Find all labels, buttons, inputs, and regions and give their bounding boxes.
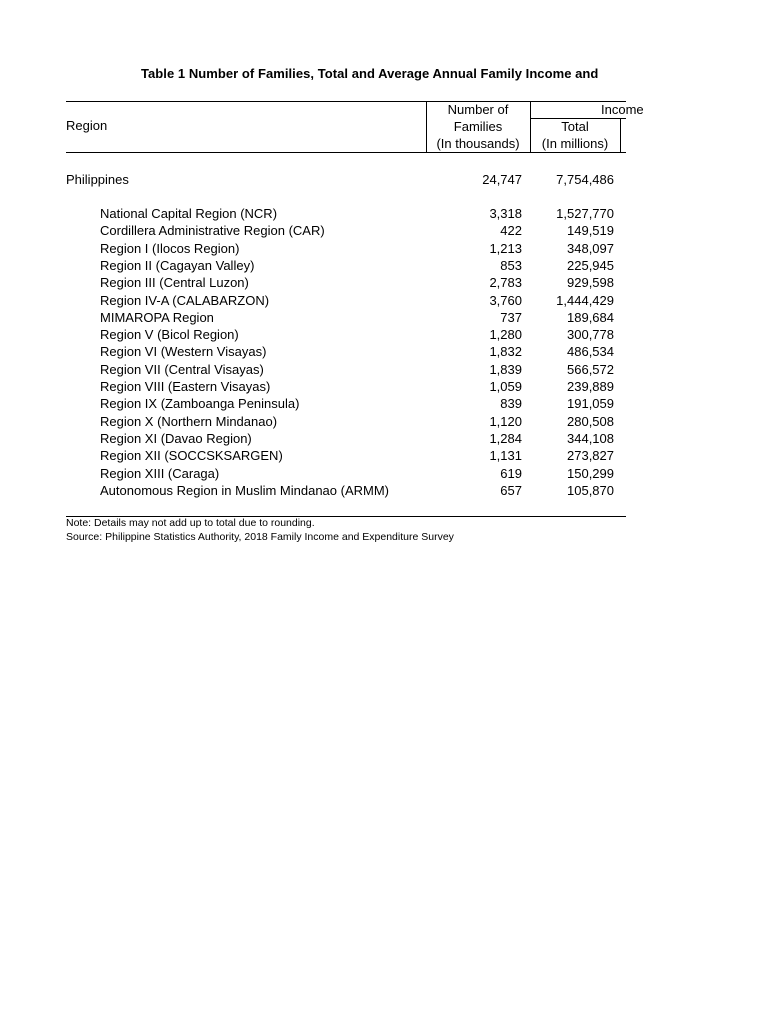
table-note: Note: Details may not add up to total due to rounding. — [66, 517, 315, 529]
row-families-value: 737 — [500, 309, 522, 325]
table-row — [0, 222, 620, 239]
row-total-income-value: 149,519 — [567, 223, 614, 239]
table-row — [0, 395, 620, 412]
row-total-income-value: 150,299 — [567, 465, 614, 481]
row-region-name: Region VII (Central Visayas) — [100, 361, 264, 377]
total-column-header — [530, 118, 620, 152]
row-total-income-value: 344,108 — [567, 430, 614, 446]
header-bottom-rule — [66, 152, 626, 153]
table-row — [0, 257, 620, 274]
table-row — [0, 361, 620, 378]
table-row-philippines — [0, 171, 620, 188]
row-total-income-value: 7,754,486 — [556, 172, 614, 187]
table-row — [0, 430, 620, 447]
table-row — [0, 309, 620, 326]
row-total-income-value: 348,097 — [567, 240, 614, 256]
row-total-income-value: 273,827 — [567, 448, 614, 464]
table-row — [0, 343, 620, 360]
row-families-value: 619 — [500, 465, 522, 481]
row-total-income-value: 566,572 — [567, 361, 614, 377]
row-region-name: Region II (Cagayan Valley) — [100, 257, 255, 273]
row-families-value: 1,832 — [489, 344, 522, 360]
row-region-name: Region VIII (Eastern Visayas) — [100, 379, 271, 394]
table-row — [0, 292, 620, 309]
row-families-value: 853 — [500, 257, 522, 273]
table-row — [0, 378, 620, 395]
row-families-value: 1,131 — [489, 448, 522, 464]
row-total-income-value: 1,527,770 — [556, 206, 614, 221]
row-region-name: Region VI (Western Visayas) — [100, 344, 267, 360]
row-families-value: 2,783 — [489, 275, 522, 291]
row-region-name: Region I (Ilocos Region) — [100, 240, 240, 256]
row-families-value: 1,284 — [489, 430, 522, 446]
row-region-name: Region III (Central Luzon) — [100, 275, 249, 291]
row-total-income-value: 300,778 — [567, 327, 614, 343]
row-families-value: 24,747 — [482, 172, 522, 187]
row-families-value: 839 — [500, 396, 522, 412]
header-top-rule — [66, 101, 626, 102]
table-row — [0, 447, 620, 464]
row-total-income-value: 1,444,429 — [556, 292, 614, 308]
row-total-income-value: 225,945 — [567, 257, 614, 273]
total-header-line1: Total — [561, 119, 589, 134]
row-total-income-value: 239,889 — [567, 379, 614, 394]
row-total-income-value: 189,684 — [567, 309, 614, 325]
row-region-name: Cordillera Administrative Region (CAR) — [100, 223, 325, 239]
row-region-name: Philippines — [66, 172, 129, 187]
table-title: Table 1 Number of Families, Total and Average Annual Family Income and — [141, 66, 599, 81]
table-row — [0, 274, 620, 291]
table-row — [0, 413, 620, 430]
row-total-income-value: 105,870 — [567, 482, 614, 498]
table-source: Source: Philippine Statistics Authority, 2018 Family Income and Expenditure Survey — [66, 531, 454, 543]
row-families-value: 1,839 — [489, 361, 522, 377]
row-families-value: 657 — [500, 482, 522, 498]
total-header-line2: (In millions) — [541, 136, 609, 151]
region-column-header: Region — [66, 118, 108, 133]
table-row — [0, 240, 620, 257]
row-region-name: Region V (Bicol Region) — [100, 327, 239, 343]
row-region-name: MIMAROPA Region — [100, 309, 214, 325]
table-row — [0, 482, 620, 499]
row-region-name: Region XIII (Caraga) — [100, 465, 220, 481]
families-column-header — [426, 101, 530, 152]
row-families-value: 3,318 — [489, 206, 522, 221]
row-region-name: Region X (Northern Mindanao) — [100, 413, 278, 429]
row-families-value: 3,760 — [489, 292, 522, 308]
row-families-value: 422 — [500, 223, 522, 239]
row-total-income-value: 486,534 — [567, 344, 614, 360]
row-region-name: Region XI (Davao Region) — [100, 430, 252, 446]
table-row — [0, 326, 620, 343]
header-divider-right — [620, 118, 621, 152]
row-total-income-value: 929,598 — [567, 275, 614, 291]
row-total-income-value: 191,059 — [567, 396, 614, 412]
table-row — [0, 465, 620, 482]
row-region-name: National Capital Region (NCR) — [100, 206, 278, 221]
row-region-name: Region IX (Zamboanga Peninsula) — [100, 396, 300, 412]
row-families-value: 1,059 — [489, 379, 522, 394]
income-column-header: Income — [601, 102, 644, 117]
families-header-line2: Families — [453, 119, 503, 134]
row-region-name: Autonomous Region in Muslim Mindanao (ARMM) — [100, 482, 390, 498]
families-header-line3: (In thousands) — [436, 136, 520, 151]
row-region-name: Region IV-A (CALABARZON) — [100, 292, 270, 308]
row-total-income-value: 280,508 — [567, 413, 614, 429]
row-region-name: Region XII (SOCCSKSARGEN) — [100, 448, 283, 464]
row-families-value: 1,280 — [489, 327, 522, 343]
row-families-value: 1,120 — [489, 413, 522, 429]
table-row — [0, 205, 620, 222]
families-header-line1: Number of — [447, 102, 509, 117]
row-families-value: 1,213 — [489, 240, 522, 256]
